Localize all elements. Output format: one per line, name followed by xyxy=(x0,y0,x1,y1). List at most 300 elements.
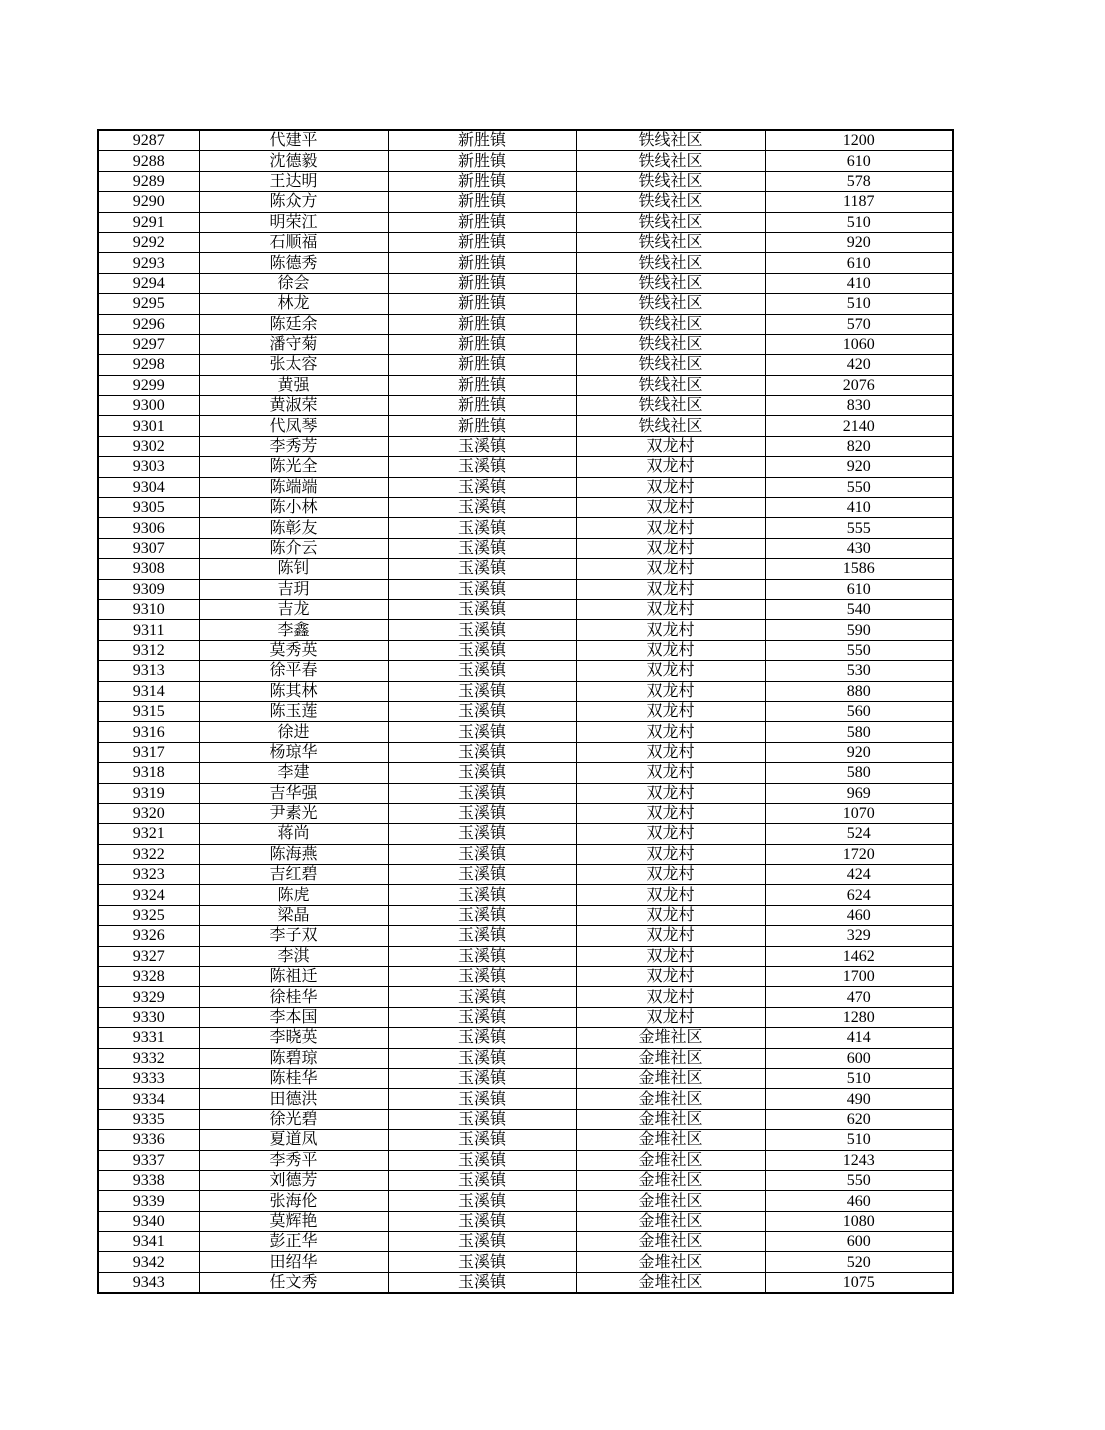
cell-town: 玉溪镇 xyxy=(388,742,576,762)
cell-village: 铁线社区 xyxy=(576,375,765,395)
table-row xyxy=(98,926,953,946)
cell-town: 玉溪镇 xyxy=(388,722,576,742)
cell-amount: 2140 xyxy=(765,416,953,436)
cell-serial-number: 9287 xyxy=(98,130,199,151)
cell-town: 玉溪镇 xyxy=(388,1109,576,1129)
cell-amount: 329 xyxy=(765,926,953,946)
cell-amount: 600 xyxy=(765,1048,953,1068)
cell-amount: 1080 xyxy=(765,1211,953,1231)
cell-amount: 570 xyxy=(765,314,953,334)
cell-village: 双龙村 xyxy=(576,987,765,1007)
cell-name: 徐光碧 xyxy=(199,1109,388,1129)
table-row xyxy=(98,232,953,252)
table-row xyxy=(98,885,953,905)
cell-town: 玉溪镇 xyxy=(388,905,576,925)
cell-amount: 610 xyxy=(765,579,953,599)
cell-town: 新胜镇 xyxy=(388,375,576,395)
cell-village: 铁线社区 xyxy=(576,171,765,191)
cell-serial-number: 9290 xyxy=(98,192,199,212)
table-row xyxy=(98,824,953,844)
cell-serial-number: 9295 xyxy=(98,294,199,314)
cell-amount: 1200 xyxy=(765,130,953,151)
cell-serial-number: 9343 xyxy=(98,1272,199,1293)
table-row xyxy=(98,803,953,823)
cell-village: 双龙村 xyxy=(576,640,765,660)
cell-amount: 830 xyxy=(765,396,953,416)
cell-village: 双龙村 xyxy=(576,926,765,946)
cell-town: 玉溪镇 xyxy=(388,1211,576,1231)
cell-serial-number: 9331 xyxy=(98,1028,199,1048)
table-row xyxy=(98,946,953,966)
cell-name: 吉红碧 xyxy=(199,865,388,885)
cell-village: 双龙村 xyxy=(576,967,765,987)
data-table xyxy=(97,129,954,1294)
cell-name: 尹素光 xyxy=(199,803,388,823)
cell-serial-number: 9327 xyxy=(98,946,199,966)
cell-town: 玉溪镇 xyxy=(388,498,576,518)
cell-town: 玉溪镇 xyxy=(388,1028,576,1048)
cell-village: 双龙村 xyxy=(576,681,765,701)
cell-village: 双龙村 xyxy=(576,579,765,599)
cell-town: 玉溪镇 xyxy=(388,1089,576,1109)
cell-town: 玉溪镇 xyxy=(388,824,576,844)
cell-village: 金堆社区 xyxy=(576,1068,765,1088)
cell-name: 田德洪 xyxy=(199,1089,388,1109)
cell-town: 新胜镇 xyxy=(388,334,576,354)
cell-amount: 1280 xyxy=(765,1007,953,1027)
cell-amount: 1070 xyxy=(765,803,953,823)
table-row xyxy=(98,905,953,925)
cell-town: 玉溪镇 xyxy=(388,457,576,477)
cell-amount: 820 xyxy=(765,436,953,456)
cell-village: 双龙村 xyxy=(576,722,765,742)
table-row xyxy=(98,416,953,436)
table-row xyxy=(98,1007,953,1027)
cell-serial-number: 9306 xyxy=(98,518,199,538)
cell-serial-number: 9318 xyxy=(98,763,199,783)
cell-amount: 524 xyxy=(765,824,953,844)
cell-serial-number: 9328 xyxy=(98,967,199,987)
cell-town: 新胜镇 xyxy=(388,192,576,212)
cell-village: 铁线社区 xyxy=(576,212,765,232)
cell-amount: 624 xyxy=(765,885,953,905)
cell-amount: 550 xyxy=(765,1170,953,1190)
cell-village: 铁线社区 xyxy=(576,396,765,416)
table-row xyxy=(98,1089,953,1109)
cell-serial-number: 9288 xyxy=(98,151,199,171)
cell-serial-number: 9299 xyxy=(98,375,199,395)
cell-town: 玉溪镇 xyxy=(388,620,576,640)
cell-village: 铁线社区 xyxy=(576,232,765,252)
cell-name: 莫辉艳 xyxy=(199,1211,388,1231)
table-row xyxy=(98,212,953,232)
table-row xyxy=(98,457,953,477)
cell-serial-number: 9319 xyxy=(98,783,199,803)
cell-name: 陈端端 xyxy=(199,477,388,497)
cell-town: 玉溪镇 xyxy=(388,1232,576,1252)
cell-town: 玉溪镇 xyxy=(388,783,576,803)
cell-name: 代凤琴 xyxy=(199,416,388,436)
table-row xyxy=(98,355,953,375)
cell-village: 双龙村 xyxy=(576,763,765,783)
cell-town: 玉溪镇 xyxy=(388,681,576,701)
cell-name: 林龙 xyxy=(199,294,388,314)
cell-town: 玉溪镇 xyxy=(388,1150,576,1170)
cell-name: 李秀芳 xyxy=(199,436,388,456)
cell-serial-number: 9332 xyxy=(98,1048,199,1068)
table-row xyxy=(98,1211,953,1231)
cell-town: 玉溪镇 xyxy=(388,559,576,579)
cell-name: 陈玉莲 xyxy=(199,701,388,721)
cell-name: 黄强 xyxy=(199,375,388,395)
cell-town: 玉溪镇 xyxy=(388,967,576,987)
cell-village: 铁线社区 xyxy=(576,192,765,212)
cell-village: 金堆社区 xyxy=(576,1191,765,1211)
cell-serial-number: 9310 xyxy=(98,599,199,619)
cell-serial-number: 9323 xyxy=(98,865,199,885)
cell-serial-number: 9335 xyxy=(98,1109,199,1129)
cell-name: 徐平春 xyxy=(199,661,388,681)
cell-amount: 1075 xyxy=(765,1272,953,1293)
cell-town: 玉溪镇 xyxy=(388,436,576,456)
cell-name: 李建 xyxy=(199,763,388,783)
cell-serial-number: 9330 xyxy=(98,1007,199,1027)
cell-town: 玉溪镇 xyxy=(388,1007,576,1027)
cell-serial-number: 9340 xyxy=(98,1211,199,1231)
cell-name: 张太容 xyxy=(199,355,388,375)
table-row xyxy=(98,171,953,191)
cell-serial-number: 9317 xyxy=(98,742,199,762)
cell-amount: 1586 xyxy=(765,559,953,579)
table-row xyxy=(98,375,953,395)
cell-town: 玉溪镇 xyxy=(388,1272,576,1293)
cell-name: 陈海燕 xyxy=(199,844,388,864)
table-row xyxy=(98,1191,953,1211)
table-row xyxy=(98,763,953,783)
cell-village: 双龙村 xyxy=(576,457,765,477)
cell-town: 新胜镇 xyxy=(388,171,576,191)
cell-town: 玉溪镇 xyxy=(388,1191,576,1211)
cell-serial-number: 9302 xyxy=(98,436,199,456)
cell-serial-number: 9305 xyxy=(98,498,199,518)
cell-serial-number: 9307 xyxy=(98,538,199,558)
cell-serial-number: 9298 xyxy=(98,355,199,375)
table-row xyxy=(98,538,953,558)
cell-village: 铁线社区 xyxy=(576,314,765,334)
cell-amount: 530 xyxy=(765,661,953,681)
cell-town: 新胜镇 xyxy=(388,130,576,151)
cell-serial-number: 9342 xyxy=(98,1252,199,1272)
cell-town: 玉溪镇 xyxy=(388,1170,576,1190)
cell-village: 铁线社区 xyxy=(576,130,765,151)
cell-serial-number: 9292 xyxy=(98,232,199,252)
cell-village: 双龙村 xyxy=(576,620,765,640)
cell-amount: 580 xyxy=(765,722,953,742)
cell-town: 新胜镇 xyxy=(388,314,576,334)
table-row xyxy=(98,987,953,1007)
cell-village: 铁线社区 xyxy=(576,355,765,375)
cell-town: 玉溪镇 xyxy=(388,987,576,1007)
cell-name: 李鑫 xyxy=(199,620,388,640)
cell-amount: 510 xyxy=(765,212,953,232)
table-row xyxy=(98,1170,953,1190)
cell-name: 蒋尚 xyxy=(199,824,388,844)
cell-serial-number: 9311 xyxy=(98,620,199,640)
cell-town: 玉溪镇 xyxy=(388,926,576,946)
cell-serial-number: 9336 xyxy=(98,1130,199,1150)
cell-town: 玉溪镇 xyxy=(388,1068,576,1088)
cell-serial-number: 9289 xyxy=(98,171,199,191)
table-row xyxy=(98,273,953,293)
cell-serial-number: 9309 xyxy=(98,579,199,599)
cell-amount: 414 xyxy=(765,1028,953,1048)
cell-amount: 1243 xyxy=(765,1150,953,1170)
cell-name: 明荣江 xyxy=(199,212,388,232)
cell-serial-number: 9312 xyxy=(98,640,199,660)
cell-name: 陈其林 xyxy=(199,681,388,701)
cell-village: 双龙村 xyxy=(576,599,765,619)
cell-name: 陈小林 xyxy=(199,498,388,518)
table-row xyxy=(98,1232,953,1252)
cell-serial-number: 9301 xyxy=(98,416,199,436)
cell-village: 铁线社区 xyxy=(576,416,765,436)
cell-amount: 430 xyxy=(765,538,953,558)
cell-amount: 460 xyxy=(765,1191,953,1211)
cell-village: 双龙村 xyxy=(576,905,765,925)
cell-amount: 410 xyxy=(765,498,953,518)
cell-village: 双龙村 xyxy=(576,538,765,558)
cell-serial-number: 9329 xyxy=(98,987,199,1007)
cell-town: 新胜镇 xyxy=(388,273,576,293)
cell-village: 金堆社区 xyxy=(576,1272,765,1293)
cell-name: 代建平 xyxy=(199,130,388,151)
cell-village: 双龙村 xyxy=(576,783,765,803)
cell-village: 双龙村 xyxy=(576,865,765,885)
cell-amount: 880 xyxy=(765,681,953,701)
cell-town: 玉溪镇 xyxy=(388,661,576,681)
cell-amount: 560 xyxy=(765,701,953,721)
cell-serial-number: 9320 xyxy=(98,803,199,823)
cell-name: 陈碧琼 xyxy=(199,1048,388,1068)
table-row xyxy=(98,1048,953,1068)
table-row xyxy=(98,967,953,987)
cell-serial-number: 9316 xyxy=(98,722,199,742)
cell-amount: 550 xyxy=(765,640,953,660)
cell-amount: 580 xyxy=(765,763,953,783)
table-row xyxy=(98,498,953,518)
cell-amount: 470 xyxy=(765,987,953,1007)
table-row xyxy=(98,1028,953,1048)
cell-name: 吉龙 xyxy=(199,599,388,619)
table-row xyxy=(98,620,953,640)
cell-serial-number: 9297 xyxy=(98,334,199,354)
cell-amount: 420 xyxy=(765,355,953,375)
cell-town: 新胜镇 xyxy=(388,151,576,171)
cell-name: 田绍华 xyxy=(199,1252,388,1272)
table-row xyxy=(98,334,953,354)
cell-town: 玉溪镇 xyxy=(388,599,576,619)
cell-amount: 410 xyxy=(765,273,953,293)
cell-name: 王达明 xyxy=(199,171,388,191)
cell-name: 徐会 xyxy=(199,273,388,293)
cell-name: 沈德毅 xyxy=(199,151,388,171)
cell-serial-number: 9338 xyxy=(98,1170,199,1190)
cell-amount: 510 xyxy=(765,1068,953,1088)
cell-name: 潘守菊 xyxy=(199,334,388,354)
table-row xyxy=(98,294,953,314)
cell-town: 新胜镇 xyxy=(388,232,576,252)
cell-name: 陈祖迁 xyxy=(199,967,388,987)
cell-serial-number: 9337 xyxy=(98,1150,199,1170)
table-row xyxy=(98,783,953,803)
table-row xyxy=(98,1150,953,1170)
cell-town: 新胜镇 xyxy=(388,253,576,273)
cell-serial-number: 9313 xyxy=(98,661,199,681)
cell-village: 双龙村 xyxy=(576,885,765,905)
cell-village: 金堆社区 xyxy=(576,1089,765,1109)
table-row xyxy=(98,130,953,151)
cell-name: 陈光全 xyxy=(199,457,388,477)
cell-amount: 1060 xyxy=(765,334,953,354)
cell-name: 夏道凤 xyxy=(199,1130,388,1150)
cell-name: 李晓英 xyxy=(199,1028,388,1048)
cell-village: 金堆社区 xyxy=(576,1150,765,1170)
cell-village: 铁线社区 xyxy=(576,151,765,171)
table-row xyxy=(98,844,953,864)
cell-name: 石顺福 xyxy=(199,232,388,252)
cell-amount: 610 xyxy=(765,253,953,273)
cell-serial-number: 9326 xyxy=(98,926,199,946)
table-row xyxy=(98,396,953,416)
cell-village: 双龙村 xyxy=(576,844,765,864)
table-row xyxy=(98,253,953,273)
cell-name: 杨琼华 xyxy=(199,742,388,762)
cell-town: 玉溪镇 xyxy=(388,701,576,721)
table-row xyxy=(98,477,953,497)
cell-town: 玉溪镇 xyxy=(388,803,576,823)
table-row xyxy=(98,640,953,660)
table-row xyxy=(98,1109,953,1129)
table-row xyxy=(98,661,953,681)
cell-name: 陈众方 xyxy=(199,192,388,212)
cell-town: 新胜镇 xyxy=(388,212,576,232)
cell-serial-number: 9334 xyxy=(98,1089,199,1109)
cell-town: 玉溪镇 xyxy=(388,538,576,558)
cell-town: 玉溪镇 xyxy=(388,1130,576,1150)
cell-amount: 920 xyxy=(765,742,953,762)
cell-town: 新胜镇 xyxy=(388,294,576,314)
cell-village: 金堆社区 xyxy=(576,1211,765,1231)
cell-village: 铁线社区 xyxy=(576,253,765,273)
cell-village: 铁线社区 xyxy=(576,294,765,314)
cell-amount: 550 xyxy=(765,477,953,497)
cell-village: 铁线社区 xyxy=(576,273,765,293)
cell-town: 玉溪镇 xyxy=(388,763,576,783)
cell-town: 玉溪镇 xyxy=(388,518,576,538)
cell-village: 双龙村 xyxy=(576,803,765,823)
cell-amount: 1720 xyxy=(765,844,953,864)
table-row xyxy=(98,559,953,579)
cell-serial-number: 9339 xyxy=(98,1191,199,1211)
cell-village: 金堆社区 xyxy=(576,1252,765,1272)
cell-amount: 1700 xyxy=(765,967,953,987)
cell-name: 刘德芳 xyxy=(199,1170,388,1190)
cell-serial-number: 9291 xyxy=(98,212,199,232)
cell-name: 李秀平 xyxy=(199,1150,388,1170)
cell-serial-number: 9303 xyxy=(98,457,199,477)
cell-serial-number: 9325 xyxy=(98,905,199,925)
cell-town: 新胜镇 xyxy=(388,355,576,375)
cell-name: 吉玥 xyxy=(199,579,388,599)
cell-amount: 920 xyxy=(765,457,953,477)
cell-name: 陈德秀 xyxy=(199,253,388,273)
cell-amount: 520 xyxy=(765,1252,953,1272)
cell-serial-number: 9322 xyxy=(98,844,199,864)
cell-serial-number: 9324 xyxy=(98,885,199,905)
cell-amount: 2076 xyxy=(765,375,953,395)
cell-village: 双龙村 xyxy=(576,477,765,497)
cell-town: 玉溪镇 xyxy=(388,579,576,599)
cell-serial-number: 9321 xyxy=(98,824,199,844)
table-row xyxy=(98,1252,953,1272)
cell-name: 徐桂华 xyxy=(199,987,388,1007)
cell-village: 金堆社区 xyxy=(576,1232,765,1252)
cell-amount: 460 xyxy=(765,905,953,925)
cell-amount: 1187 xyxy=(765,192,953,212)
cell-name: 徐进 xyxy=(199,722,388,742)
cell-serial-number: 9314 xyxy=(98,681,199,701)
cell-town: 玉溪镇 xyxy=(388,477,576,497)
table-row xyxy=(98,314,953,334)
cell-amount: 969 xyxy=(765,783,953,803)
cell-village: 双龙村 xyxy=(576,946,765,966)
cell-serial-number: 9308 xyxy=(98,559,199,579)
cell-town: 玉溪镇 xyxy=(388,844,576,864)
table-row xyxy=(98,681,953,701)
cell-name: 陈钊 xyxy=(199,559,388,579)
cell-town: 玉溪镇 xyxy=(388,640,576,660)
cell-name: 黄淑荣 xyxy=(199,396,388,416)
cell-name: 莫秀英 xyxy=(199,640,388,660)
cell-name: 吉华强 xyxy=(199,783,388,803)
table-row xyxy=(98,1068,953,1088)
table-row xyxy=(98,742,953,762)
cell-name: 李子双 xyxy=(199,926,388,946)
cell-village: 金堆社区 xyxy=(576,1170,765,1190)
cell-village: 双龙村 xyxy=(576,701,765,721)
cell-town: 新胜镇 xyxy=(388,396,576,416)
cell-village: 铁线社区 xyxy=(576,334,765,354)
cell-name: 陈彰友 xyxy=(199,518,388,538)
cell-town: 玉溪镇 xyxy=(388,1048,576,1068)
cell-name: 张海伦 xyxy=(199,1191,388,1211)
table-row xyxy=(98,599,953,619)
cell-village: 双龙村 xyxy=(576,436,765,456)
cell-town: 玉溪镇 xyxy=(388,885,576,905)
cell-village: 双龙村 xyxy=(576,518,765,538)
cell-amount: 540 xyxy=(765,599,953,619)
cell-village: 双龙村 xyxy=(576,559,765,579)
cell-name: 梁晶 xyxy=(199,905,388,925)
table-row xyxy=(98,579,953,599)
cell-amount: 510 xyxy=(765,294,953,314)
cell-name: 任文秀 xyxy=(199,1272,388,1293)
cell-town: 玉溪镇 xyxy=(388,865,576,885)
cell-amount: 600 xyxy=(765,1232,953,1252)
cell-name: 陈虎 xyxy=(199,885,388,905)
cell-amount: 920 xyxy=(765,232,953,252)
table-row xyxy=(98,865,953,885)
